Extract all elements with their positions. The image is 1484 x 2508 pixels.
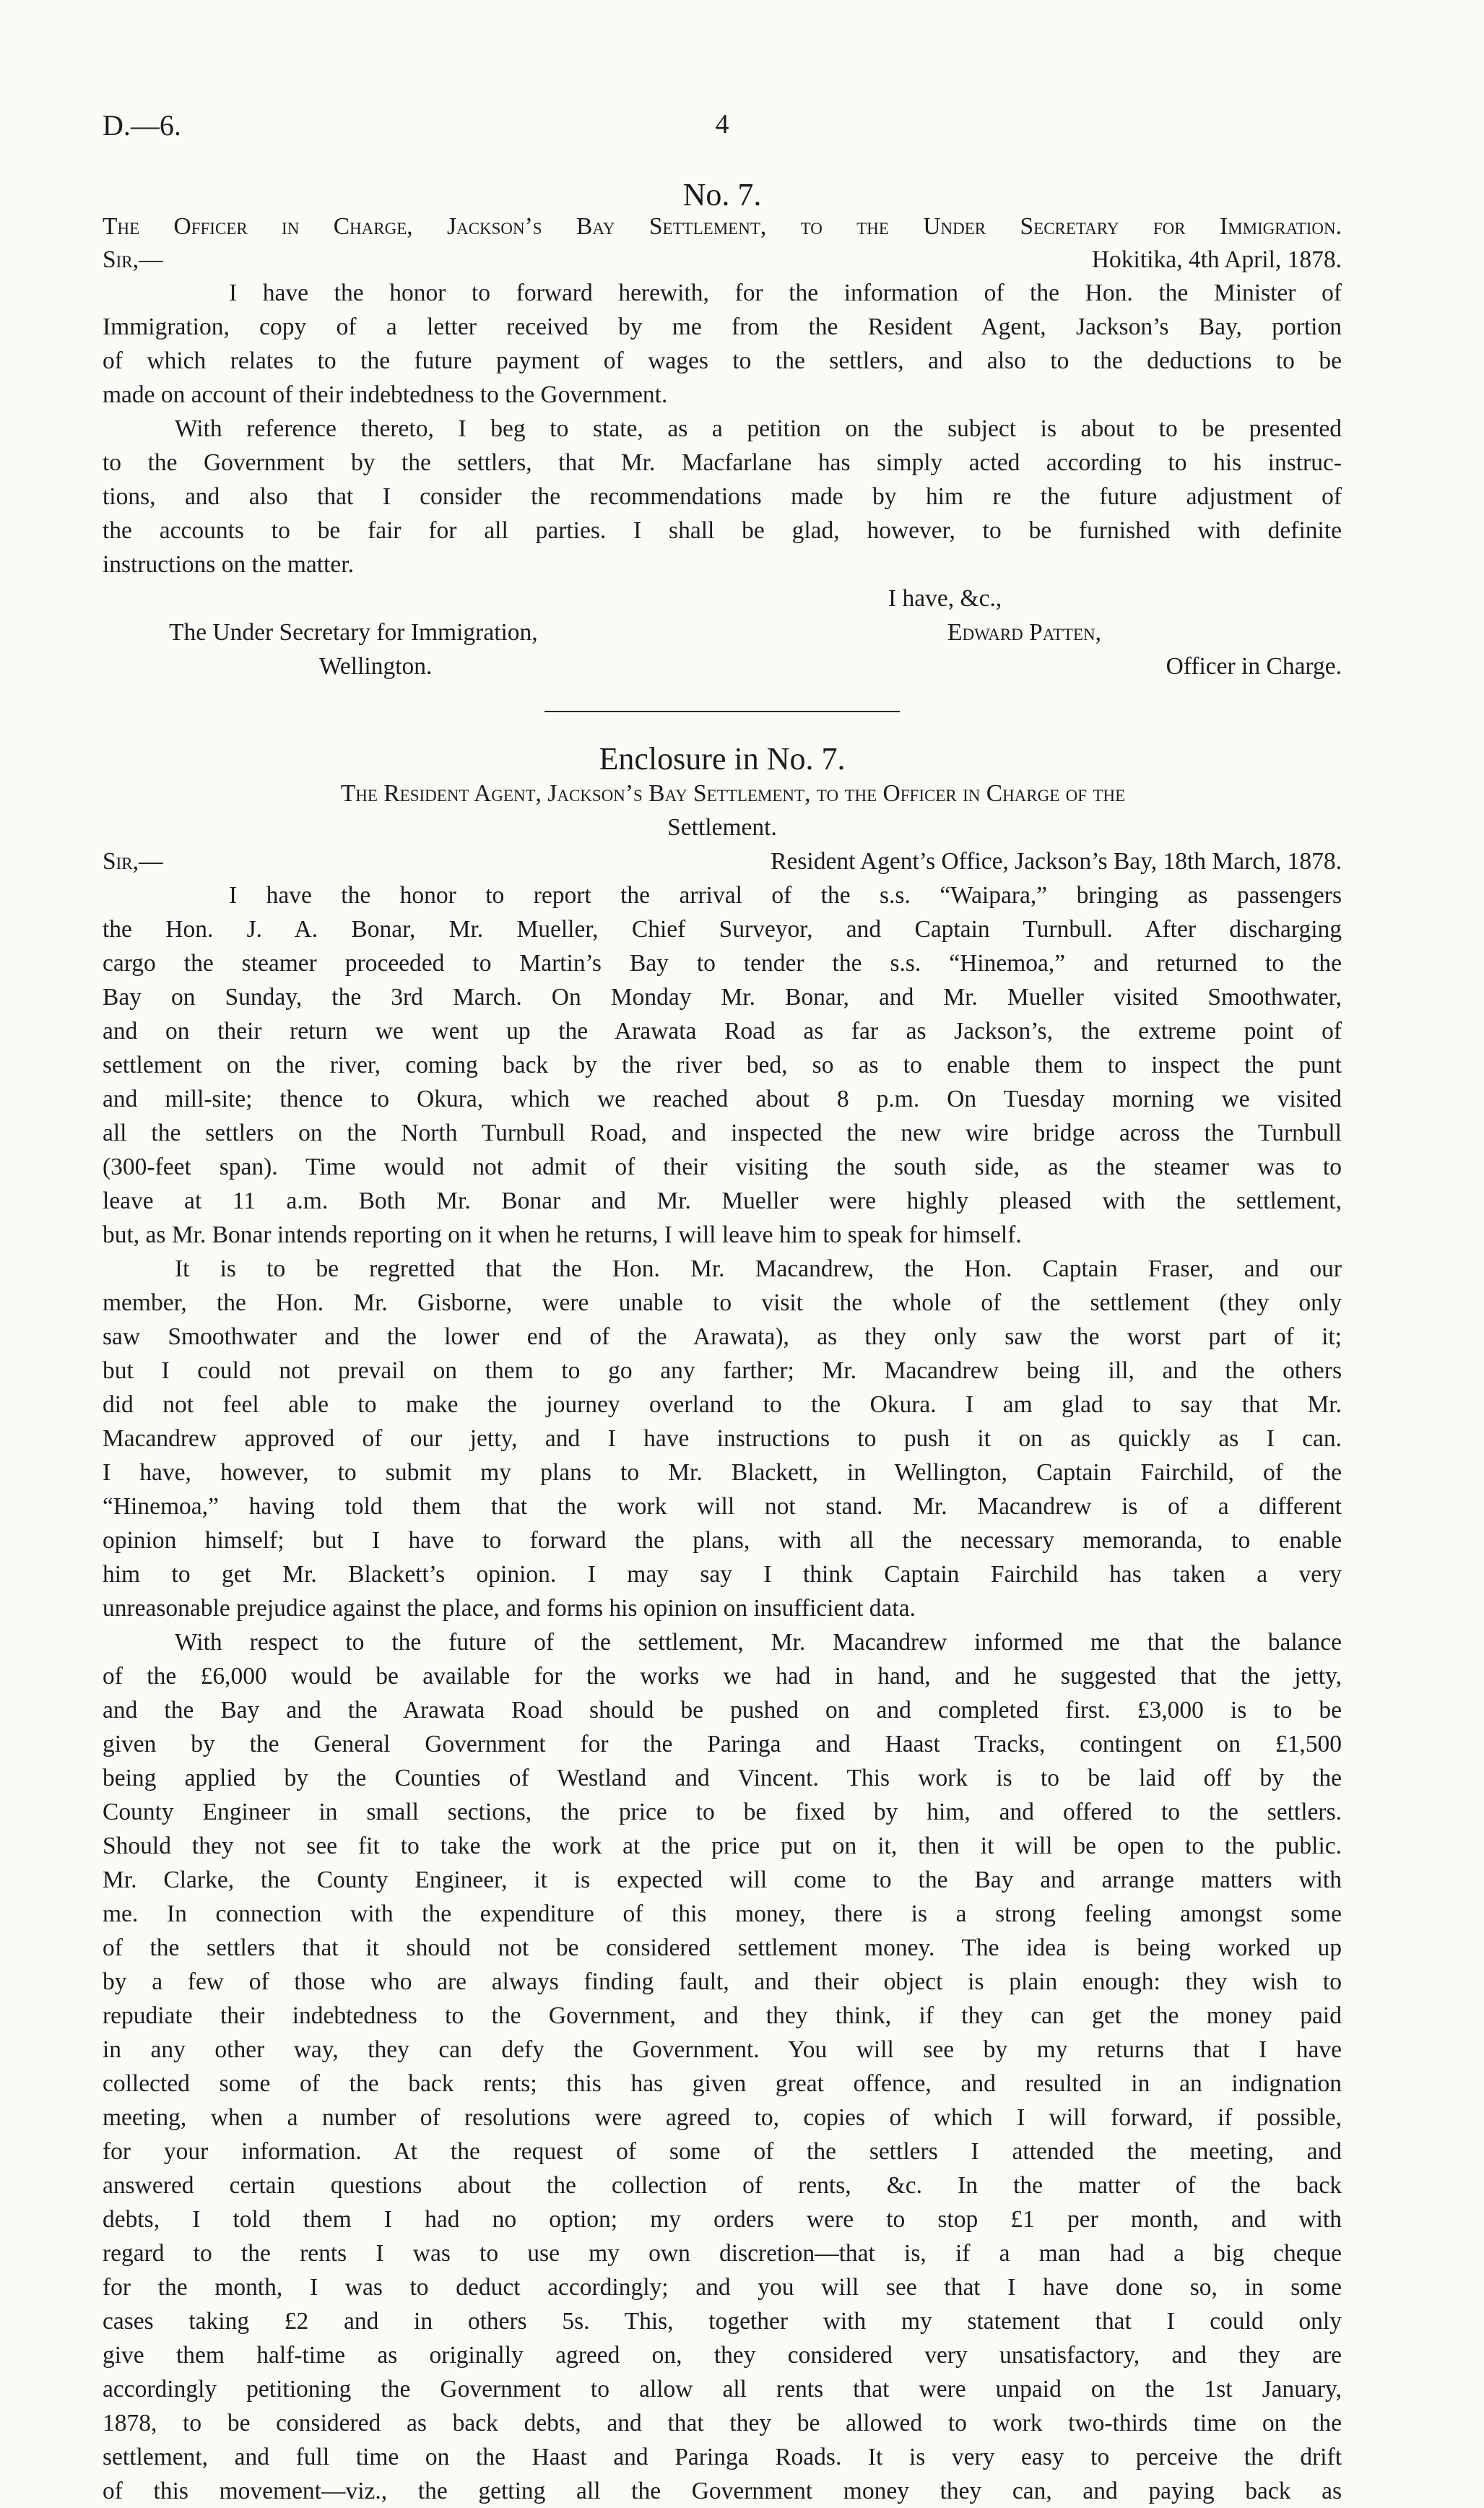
enclosure-line: County Engineer in small sections, the price to be fixed by him, and offered to the settlers.	[103, 1799, 1342, 1825]
enclosure-line: did not feel able to make the journey overland to the Okura. I am glad to say that Mr.	[103, 1391, 1342, 1418]
letter-place-date: Hokitika, 4th April, 1878.	[1091, 246, 1342, 273]
letter-recipient: The Under Secretary for Immigration,	[169, 619, 538, 646]
enclosure-line: accordingly petitioning the Government to allow all rents that were unpaid on the 1st January,	[103, 2376, 1342, 2403]
enclosure-line: but, as Mr. Bonar intends reporting on it when he returns, I will leave him to speak for himself.	[103, 1221, 1022, 1248]
enclosure-address-line: Settlement.	[667, 814, 777, 841]
enclosure-line: “Hinemoa,” having told them that the work will not stand. Mr. Macandrew is of a different	[103, 1493, 1342, 1520]
enclosure-line: for the month, I was to deduct accordingly; and you will see that I have done so, in some	[103, 2274, 1342, 2301]
letter-line: Immigration, copy of a letter received by me from the Resident Agent, Jackson’s Bay, portion	[103, 314, 1342, 340]
letter-line: the accounts to be fair for all parties. I shall be glad, however, to be furnished with definite	[103, 517, 1342, 544]
enclosure-line: (300-feet span). Time would not admit of their visiting the south side, as the steamer was to	[103, 1154, 1342, 1180]
enclosure-address-line: The Resident Agent, Jackson’s Bay Settlement, to the Officer in Charge of the	[340, 780, 1126, 807]
letter-closing: I have, &c.,	[888, 585, 1002, 612]
letter-line: tions, and also that I consider the recommendations made by him re the future adjustment of	[103, 483, 1342, 510]
enclosure-line: debts, I told them I had no option; my orders were to stop £1 per month, and with	[103, 2206, 1342, 2233]
enclosure-title: Enclosure in No. 7.	[599, 741, 846, 777]
enclosure-line: settlement, and full time on the Haast and Paringa Roads. It is very easy to perceive the drift	[103, 2444, 1342, 2470]
enclosure-line: cases taking £2 and in others 5s. This, together with my statement that I could only	[103, 2308, 1342, 2335]
enclosure-line: collected some of the back rents; this has given great offence, and resulted in an indignation	[103, 2070, 1342, 2097]
enclosure-line: It is to be regretted that the Hon. Mr. Macandrew, the Hon. Captain Fraser, and our	[175, 1255, 1342, 1282]
enclosure-line: leave at 11 a.m. Both Mr. Bonar and Mr. Mueller were highly pleased with the settlement,	[103, 1188, 1342, 1214]
enclosure-line: With respect to the future of the settlement, Mr. Macandrew informed me that the balance	[175, 1629, 1342, 1656]
letter-line: instructions on the matter.	[103, 551, 354, 578]
enclosure-line: and on their return we went up the Arawata Road as far as Jackson’s, the extreme point of	[103, 1018, 1342, 1045]
enclosure-line: repudiate their indebtedness to the Government, and they think, if they can get the money paid	[103, 2002, 1342, 2029]
enclosure-line: of the settlers that it should not be considered settlement money. The idea is being worked up	[103, 1934, 1342, 1961]
enclosure-line: member, the Hon. Mr. Gisborne, were unable to visit the whole of the settlement (they only	[103, 1289, 1342, 1316]
letter-line: made on account of their indebtedness to the Government.	[103, 381, 668, 408]
enclosure-line: meeting, when a number of resolutions were agreed to, copies of which I will forward, if possible,	[103, 2104, 1342, 2131]
enclosure-line: the Hon. J. A. Bonar, Mr. Mueller, Chief Surveyor, and Captain Turnbull. After discharging	[103, 916, 1342, 943]
enclosure-line: him to get Mr. Blackett’s opinion. I may say I think Captain Fairchild has taken a very	[103, 1561, 1342, 1588]
enclosure-line: of this movement—viz., the getting all the Government money they can, and paying back as	[103, 2478, 1342, 2504]
enclosure-line: in any other way, they can defy the Government. You will see by my returns that I have	[103, 2036, 1342, 2063]
enclosure-line: cargo the steamer proceeded to Martin’s Bay to tender the s.s. “Hinemoa,” and returned to the	[103, 950, 1342, 977]
enclosure-line: settlement on the river, coming back by the river bed, so as to enable them to inspect the punt	[103, 1052, 1342, 1078]
letter-line: of which relates to the future payment of wages to the settlers, and also to the deductions to be	[103, 347, 1342, 374]
page-number: 4	[715, 109, 729, 139]
enclosure-line: but I could not prevail on them to go any farther; Mr. Macandrew being ill, and the others	[103, 1357, 1342, 1384]
enclosure-place-date: Resident Agent’s Office, Jackson’s Bay, 18th March, 1878.	[771, 848, 1342, 875]
enclosure-line: answered certain questions about the collection of rents, &c. In the matter of the back	[103, 2172, 1342, 2199]
document-reference: D.—6.	[103, 109, 181, 142]
enclosure-line: and mill-site; thence to Okura, which we reached about 8 p.m. On Tuesday morning we visited	[103, 1086, 1342, 1112]
letter-address-line: The Officer in Charge, Jackson’s Bay Settlement, to the Under Secretary for Immigration.	[103, 213, 1342, 240]
letter-line: I have the honor to forward herewith, for the information of the Hon. the Minister of	[229, 280, 1342, 306]
enclosure-line: of the £6,000 would be available for the works we had in hand, and he suggested that the jetty,	[103, 1663, 1342, 1690]
letter-recipient-place: Wellington.	[319, 653, 433, 680]
enclosure-line: give them half-time as originally agreed on, they considered very unsatisfactory, and they are	[103, 2342, 1342, 2369]
enclosure-line: Should they not see fit to take the work at the price put on it, then it will be open to the public.	[103, 1833, 1342, 1859]
enclosure-line: I have the honor to report the arrival of the s.s. “Waipara,” bringing as passengers	[229, 882, 1342, 909]
letter-signature: Edward Patten,	[947, 619, 1101, 646]
letter-signature-title: Officer in Charge.	[1166, 653, 1342, 680]
enclosure-line: me. In connection with the expenditure of this money, there is a strong feeling amongst some	[103, 1901, 1342, 1927]
enclosure-line: 1878, to be considered as back debts, and that they be allowed to work two-thirds time on the	[103, 2410, 1342, 2436]
letter-title: No. 7.	[682, 177, 762, 212]
enclosure-line: regard to the rents I was to use my own discretion—that is, if a man had a big cheque	[103, 2240, 1342, 2267]
enclosure-line: Macandrew approved of our jetty, and I have instructions to push it on as quickly as I can.	[103, 1425, 1342, 1452]
enclosure-line: being applied by the Counties of Westland and Vincent. This work is to be laid off by the	[103, 1765, 1342, 1791]
enclosure-line: unreasonable prejudice against the place, and forms his opinion on insufficient data.	[103, 1595, 916, 1622]
enclosure-line: Mr. Clarke, the County Engineer, it is expected will come to the Bay and arrange matters with	[103, 1867, 1342, 1893]
page-header	[103, 108, 1342, 149]
enclosure-line: Bay on Sunday, the 3rd March. On Monday Mr. Bonar, and Mr. Mueller visited Smoothwater,	[103, 984, 1342, 1011]
enclosure-line: I have, however, to submit my plans to Mr. Blackett, in Wellington, Captain Fairchild, of the	[103, 1459, 1342, 1486]
enclosure-line: given by the General Government for the Paringa and Haast Tracks, contingent on £1,500	[103, 1731, 1342, 1757]
letter-line: With reference thereto, I beg to state, as a petition on the subject is about to be presented	[175, 415, 1342, 442]
enclosure-line: and the Bay and the Arawata Road should be pushed on and completed first. £3,000 is to be	[103, 1697, 1342, 1724]
section-divider	[544, 711, 900, 712]
letter-line: to the Government by the settlers, that Mr. Macfarlane has simply acted according to his instruc-	[103, 449, 1342, 476]
enclosure-line: all the settlers on the North Turnbull Road, and inspected the new wire bridge across the Turnbull	[103, 1120, 1342, 1146]
enclosure-salutation: Sir,—	[103, 848, 163, 875]
enclosure-line: opinion himself; but I have to forward the plans, with all the necessary memoranda, to enable	[103, 1527, 1342, 1554]
enclosure-line: for your information. At the request of some of the settlers I attended the meeting, and	[103, 2138, 1342, 2165]
enclosure-line: saw Smoothwater and the lower end of the Arawata), as they only saw the worst part of it;	[103, 1323, 1342, 1350]
letter-salutation: Sir,—	[103, 246, 163, 273]
enclosure-line: by a few of those who are always finding fault, and their object is plain enough: they wish to	[103, 1968, 1342, 1995]
